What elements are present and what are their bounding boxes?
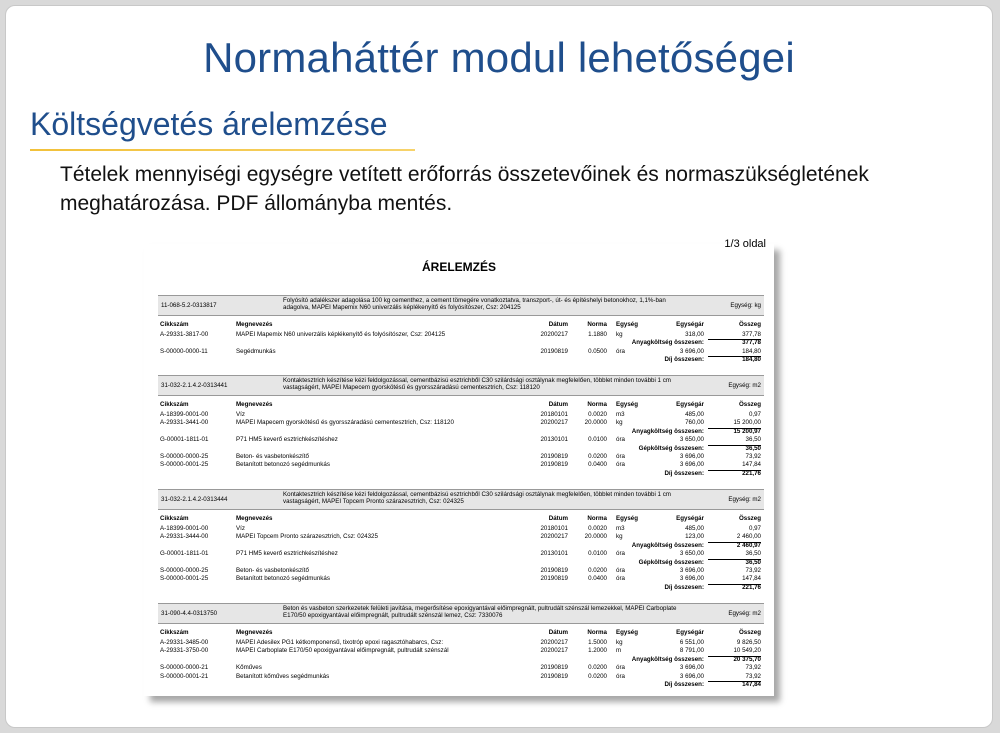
resource-norma: 0.0100: [588, 550, 607, 558]
resource-row: [158, 419, 764, 427]
resource-code: S-00000-0000-25: [160, 452, 209, 460]
subtotal-row: [158, 356, 764, 364]
column-header-unit: Egység: [616, 629, 639, 636]
item-code: 11-068-5.2-0313817: [161, 302, 217, 309]
resource-price: 485,00: [685, 525, 704, 532]
resource-row: [158, 567, 764, 575]
resource-date: 20200217: [540, 639, 568, 646]
resource-date: 20200217: [540, 647, 568, 655]
subtotal-row: [158, 559, 764, 567]
resource-date: 20130101: [540, 550, 568, 558]
column-header-norma: Norma: [587, 629, 607, 636]
subtotal-row: [158, 339, 764, 347]
resource-norma: 0.0200: [588, 664, 607, 672]
resource-norma: 1.2000: [588, 647, 607, 655]
section-subtitle: Költségvetés árelemzése: [30, 106, 388, 142]
subtitle-underline: [30, 149, 415, 151]
resource-unit: m3: [616, 525, 625, 532]
resource-price: 3 650,00: [679, 436, 704, 444]
resource-name: Víz: [236, 411, 245, 418]
item-description: Folyósító adalékszer adagolása 100 kg cementhez, a cement tömegére vonatkoztatva, transzport-, út- és építéshelyi betonokhoz, 1,1%-ban adagolva, MAPEI Mapemix N60 univerzális képlékenyítő és folyósítószer, Csz: 204125: [283, 297, 666, 311]
slide-title: Normaháttér modul lehetőségei: [203, 34, 795, 81]
resource-date: 20190819: [540, 452, 568, 460]
column-header-unit: Egység: [616, 401, 639, 408]
item-unit: Egység: m2: [728, 610, 761, 617]
resource-date: 20190819: [540, 664, 568, 672]
resource-norma: 0.0200: [588, 566, 607, 574]
resource-unit: m: [616, 647, 622, 655]
subtotal-label: Díj összesen:: [664, 356, 704, 364]
column-header-name: Megnevezés: [236, 321, 273, 328]
resource-row: [158, 525, 764, 533]
resource-code: A-18399-0001-00: [160, 525, 209, 532]
resource-code: G-00001-1811-01: [160, 550, 209, 558]
resource-norma: 0.0200: [588, 452, 607, 460]
pdf-document-preview: [144, 238, 774, 696]
resource-price: 485,00: [685, 411, 704, 418]
column-header-row: [158, 399, 764, 411]
resource-unit: óra: [616, 347, 625, 355]
document-title: ÁRELEMZÉS: [421, 260, 496, 274]
subtotal-value: 377,78: [742, 339, 761, 347]
resource-total: 73,92: [745, 566, 761, 574]
resource-total: 36,50: [745, 436, 761, 444]
subtotal-row: [158, 681, 764, 689]
resource-date: 20200217: [540, 419, 568, 427]
resource-name: Betanított betonozó segédmunkás: [236, 461, 330, 469]
column-header-date: Dátum: [548, 321, 568, 328]
resource-unit: óra: [616, 436, 625, 444]
resource-total: 0,97: [748, 411, 761, 418]
resource-unit: kg: [616, 419, 623, 427]
resource-name: Segédmunkás: [236, 347, 276, 355]
subtotal-row: [158, 445, 764, 453]
item-description: Kontaktesztrich készítése kézi feldolgozással, cementbázisú esztrichből C30 szilárdsági osztálynak megfelelően, többlet minden további 1 cm vastagságért, MAPEI Mapecem gyorskötésű és gyorsszáradású cementesztrich, Csz: 118120: [283, 377, 671, 391]
resource-unit: óra: [616, 550, 625, 558]
resource-date: 20190819: [540, 566, 568, 574]
column-header-unit: Egység: [616, 515, 639, 522]
resource-price: 123,00: [685, 533, 704, 541]
column-header-name: Megnevezés: [236, 629, 273, 636]
resource-unit: óra: [616, 461, 625, 469]
resource-code: A-29331-3817-00: [160, 331, 209, 338]
column-header-row: [158, 513, 764, 525]
column-header-name: Megnevezés: [236, 401, 273, 408]
column-header-unit: Egység: [616, 321, 639, 328]
resource-price: 760,00: [685, 419, 704, 427]
subtotal-row: [158, 428, 764, 436]
subtotal-value: 184,80: [742, 356, 761, 364]
resource-code: A-29331-3444-00: [160, 533, 209, 541]
section-header: [158, 375, 764, 396]
resource-unit: óra: [616, 664, 625, 672]
resource-name: MAPEI Topcem Pronto szárazesztrich, Csz: 024325: [236, 533, 378, 541]
item-code: 31-032-2.1.4.2-0313441: [161, 382, 228, 389]
section-header: [158, 603, 764, 624]
column-header-code: Cikkszám: [160, 629, 189, 636]
resource-unit: óra: [616, 566, 625, 574]
resource-date: 20190819: [540, 461, 568, 469]
column-header-norma: Norma: [587, 515, 607, 522]
resource-name: P71 HM5 keverő esztrichkészítéshez: [236, 436, 338, 444]
resource-norma: 20.0000: [584, 533, 607, 541]
subtotal-row: [158, 542, 764, 550]
item-code: 31-090-4.4-0313750: [161, 610, 218, 617]
analysis-section: [158, 295, 764, 365]
subtotal-value: 221,76: [742, 469, 761, 477]
subtotal-label: Díj összesen:: [664, 469, 704, 477]
resource-row: [158, 411, 764, 419]
subtotal-row: [158, 470, 764, 478]
column-header-unit_price: Egységár: [676, 629, 704, 636]
resource-row: [158, 461, 764, 469]
slide-body-text: Tételek mennyiségi egységre vetített erőforrás összetevőinek és normaszükségletének meghatározása. PDF állományba mentés.: [60, 163, 869, 215]
resource-code: S-00000-0001-25: [160, 461, 209, 469]
resource-price: 6 551,00: [679, 639, 704, 646]
subtotal-label: Anyagköltség összesen:: [631, 339, 704, 347]
resource-row: [158, 575, 764, 583]
resource-name: Beton- és vasbetonkészítő: [236, 566, 309, 574]
resource-code: S-00000-0000-21: [160, 664, 209, 672]
subtotal-value: 147,84: [742, 680, 761, 688]
subtotal-label: Anyagköltség összesen:: [631, 541, 704, 549]
subtotal-value: 36,50: [745, 558, 761, 566]
resource-unit: kg: [616, 639, 623, 646]
analysis-section: [158, 489, 764, 592]
resource-name: MAPEI Carboplate E170/50 epoxigyantával előimpregnált, pultrudált szénszál: [236, 647, 449, 655]
column-header-norma: Norma: [587, 401, 607, 408]
resource-code: A-18399-0001-00: [160, 411, 209, 418]
column-header-unit_price: Egységár: [676, 401, 704, 408]
item-unit: Egység: m2: [728, 496, 761, 503]
resource-row: [158, 639, 764, 647]
resource-name: Betanított kőműves segédmunkás: [236, 672, 330, 680]
resource-norma: 0.0400: [588, 461, 607, 469]
resource-unit: óra: [616, 452, 625, 460]
column-header-total: Összeg: [738, 515, 761, 522]
resource-name: MAPEI Mapemix N60 univerzális képlékenyítő és folyósítószer, Csz: 204125: [236, 331, 446, 338]
subtotal-value: 2 460,97: [736, 541, 761, 549]
subtotal-value: 221,76: [742, 583, 761, 591]
resource-price: 3 696,00: [679, 461, 704, 469]
column-header-unit_price: Egységár: [676, 515, 704, 522]
subtotal-label: Díj összesen:: [664, 680, 704, 688]
resource-code: S-00000-0000-25: [160, 566, 209, 574]
subtotal-label: Díj összesen:: [664, 583, 704, 591]
resource-row: [158, 453, 764, 461]
analysis-section: [158, 375, 764, 478]
resource-code: S-00000-0001-21: [160, 672, 209, 680]
subtotal-row: [158, 584, 764, 592]
resource-norma: 1.1880: [588, 331, 607, 338]
resource-price: 318,00: [685, 331, 704, 338]
resource-total: 73,92: [745, 672, 761, 680]
resource-name: Betanított betonozó segédmunkás: [236, 575, 330, 583]
resource-unit: kg: [616, 533, 623, 541]
resource-code: G-00001-1811-01: [160, 436, 209, 444]
resource-code: A-29331-3750-00: [160, 647, 209, 655]
analysis-section: [158, 603, 764, 689]
item-unit: Egység: kg: [730, 302, 761, 309]
resource-total: 73,92: [745, 664, 761, 672]
resource-date: 20180101: [540, 411, 568, 418]
resource-total: 10 549,20: [733, 647, 761, 655]
resource-price: 3 696,00: [679, 347, 704, 355]
column-header-row: [158, 627, 764, 639]
section-header: [158, 489, 764, 510]
resource-norma: 20.0000: [584, 419, 607, 427]
resource-date: 20190819: [540, 575, 568, 583]
resource-name: MAPEI Mapecem gyorskötésű és gyorsszáradású cementesztrich, Csz: 118120: [236, 419, 454, 427]
subtotal-value: 36,50: [745, 444, 761, 452]
page-number: 1/3 oldal: [724, 238, 766, 250]
resource-row: [158, 664, 764, 672]
resource-date: 20190819: [540, 347, 568, 355]
resource-row: [158, 533, 764, 541]
resource-price: 8 791,00: [679, 647, 704, 655]
column-header-code: Cikkszám: [160, 401, 189, 408]
resource-unit: m3: [616, 411, 625, 418]
column-header-total: Összeg: [738, 321, 761, 328]
resource-row: [158, 331, 764, 339]
resource-norma: 0.0020: [588, 525, 607, 532]
item-description: Kontaktesztrich készítése kézi feldolgozással, cementbázisú esztrichből C30 szilárdsági osztálynak megfelelően, többlet minden további 1 cm vastagságért, MAPEI Topcem Pronto szárazesztrich, Csz: 024325: [283, 491, 671, 505]
resource-name: Víz: [236, 525, 245, 532]
resource-norma: 0.0200: [588, 672, 607, 680]
resource-code: A-29331-3485-00: [160, 639, 209, 646]
resource-norma: 0.0020: [588, 411, 607, 418]
resource-name: MAPEI Adesilex PG1 kétkomponensű, tixotróp epoxi ragasztóhabarcs, Csz:: [236, 639, 444, 646]
resource-unit: kg: [616, 331, 623, 338]
resource-date: 20130101: [540, 436, 568, 444]
subtotal-label: Gépköltség összesen:: [638, 444, 704, 452]
resource-row: [158, 550, 764, 558]
item-unit: Egység: m2: [728, 382, 761, 389]
subtotal-value: 15 200,97: [733, 427, 761, 435]
resource-total: 15 200,00: [733, 419, 761, 427]
slide: [5, 5, 993, 728]
resource-name: P71 HM5 keverő esztrichkészítéshez: [236, 550, 338, 558]
resource-code: S-00000-0001-25: [160, 575, 209, 583]
resource-total: 147,84: [742, 575, 761, 583]
column-header-code: Cikkszám: [160, 321, 189, 328]
resource-price: 3 696,00: [679, 672, 704, 680]
resource-price: 3 696,00: [679, 664, 704, 672]
resource-total: 2 460,00: [736, 533, 761, 541]
resource-norma: 0.0100: [588, 436, 607, 444]
resource-code: S-00000-0000-11: [160, 347, 208, 355]
column-header-unit_price: Egységár: [676, 321, 704, 328]
resource-date: 20200217: [540, 331, 568, 338]
resource-norma: 1.5000: [588, 639, 607, 646]
resource-norma: 0.0400: [588, 575, 607, 583]
resource-price: 3 696,00: [679, 452, 704, 460]
resource-norma: 0.0500: [588, 347, 607, 355]
section-header: [158, 295, 764, 316]
column-header-total: Összeg: [738, 401, 761, 408]
column-header-date: Dátum: [548, 401, 568, 408]
resource-date: 20180101: [540, 525, 568, 532]
resource-date: 20200217: [540, 533, 568, 541]
resource-total: 9 826,50: [736, 639, 761, 646]
subtotal-label: Anyagköltség összesen:: [631, 655, 704, 663]
column-header-date: Dátum: [548, 515, 568, 522]
resource-row: [158, 673, 764, 681]
resource-total: 73,92: [745, 452, 761, 460]
subtotal-label: Gépköltség összesen:: [638, 558, 704, 566]
column-header-date: Dátum: [548, 629, 568, 636]
resource-date: 20190819: [540, 672, 568, 680]
resource-price: 3 696,00: [679, 566, 704, 574]
resource-total: 184,80: [742, 347, 761, 355]
subtotal-label: Anyagköltség összesen:: [631, 427, 704, 435]
resource-total: 147,84: [742, 461, 761, 469]
column-header-name: Megnevezés: [236, 515, 273, 522]
resource-name: Beton- és vasbetonkészítő: [236, 452, 309, 460]
resource-total: 36,50: [745, 550, 761, 558]
resource-code: A-29331-3441-00: [160, 419, 209, 427]
resource-price: 3 650,00: [679, 550, 704, 558]
column-header-row: [158, 319, 764, 331]
column-header-norma: Norma: [587, 321, 607, 328]
resource-unit: óra: [616, 575, 625, 583]
item-description: Beton és vasbeton szerkezetek felületi javítása, megerősítése epoxigyantával előimpregnált, pultrudált szénszál lemezekkel, MAPEI Carboplate E170/50 epoxigyantával előimpregnált, pultrudált szénszál lemez, Csz: 7330076: [283, 605, 677, 619]
column-header-total: Összeg: [738, 629, 761, 636]
item-code: 31-032-2.1.4.2-0313444: [161, 496, 228, 503]
resource-row: [158, 348, 764, 356]
subtotal-row: [158, 656, 764, 664]
resource-price: 3 696,00: [679, 575, 704, 583]
resource-name: Kőműves: [236, 664, 262, 672]
resource-unit: óra: [616, 672, 625, 680]
column-header-code: Cikkszám: [160, 515, 189, 522]
resource-row: [158, 647, 764, 655]
resource-total: 0,97: [748, 525, 761, 532]
subtotal-value: 20 375,70: [733, 655, 761, 663]
resource-row: [158, 436, 764, 444]
resource-total: 377,78: [742, 331, 761, 338]
